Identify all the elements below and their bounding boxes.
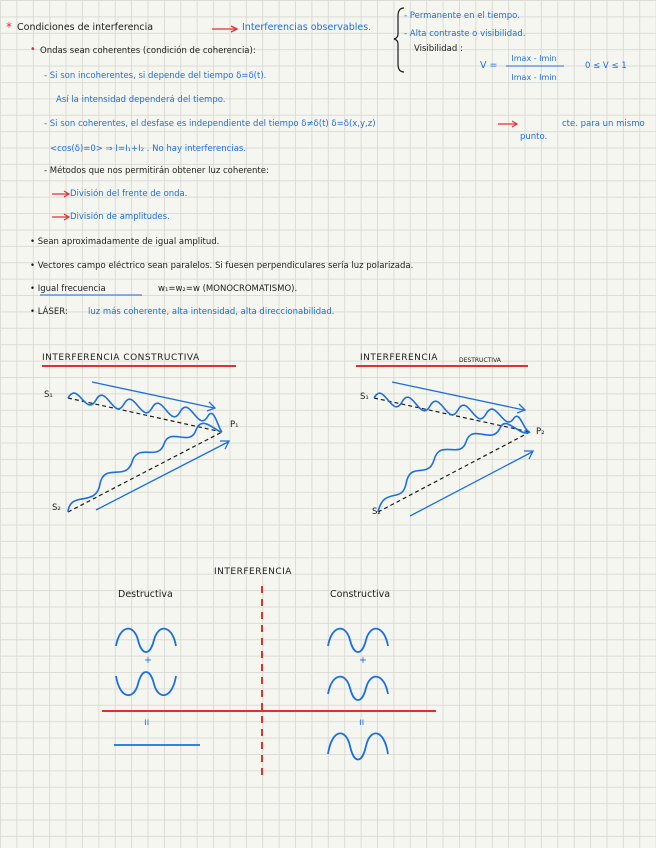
source-1-right: S₁ xyxy=(360,392,369,402)
note-methods: - Métodos que nos permitirán obtener luz coherente: xyxy=(44,166,269,176)
note-laser: • LÁSER: xyxy=(30,307,68,317)
note-coherent: - Si son coherentes, el desfase es independiente del tiempo δ≠δ(t) δ=δ(x,y,z) xyxy=(44,119,376,129)
note-wavefront: División del frente de onda. xyxy=(70,189,188,199)
wave-icon xyxy=(328,677,388,700)
wave-icon xyxy=(116,629,176,652)
source-2-right: S₂ xyxy=(372,507,381,517)
note-amplitude: • Sean aproximadamente de igual amplitud. xyxy=(30,237,220,247)
destructive-header: Destructiva xyxy=(118,589,173,600)
destructive-title: INTERFERENCIA xyxy=(360,353,438,363)
wave-icon xyxy=(116,672,176,695)
note-cos: <cos(δ)=0> ⇒ I=I₁+I₂ . No hay interferencias. xyxy=(50,144,247,154)
visibility-denominator: Imax - Imin xyxy=(511,73,557,82)
point-1: P₁ xyxy=(230,420,239,430)
arrow-icon xyxy=(498,121,517,127)
note-vectors: • Vectores campo eléctrico sean paralelos. Si fuesen perpendiculares sería luz polarizada. xyxy=(30,261,414,271)
curly-brace xyxy=(394,8,404,72)
note-incoherent: - Si son incoherentes, si depende del tiempo δ=δ(t). xyxy=(44,71,267,81)
note-frequency: • Igual frecuencia xyxy=(30,284,106,294)
source-2-left: S₂ xyxy=(52,503,61,513)
note-monochromatism: w₁=w₂=w (MONOCROMATISMO). xyxy=(158,284,298,294)
destructive-title-small: DESTRUCTIVA xyxy=(459,357,501,364)
condition-permanent: - Permanente en el tiempo. xyxy=(404,11,520,21)
note-amplitudes: División de amplitudes. xyxy=(70,212,170,222)
note-constant: cte. para un mismo xyxy=(562,119,645,129)
point-2: P₂ xyxy=(536,427,545,437)
constructive-title: INTERFERENCIA CONSTRUCTIVA xyxy=(42,353,200,363)
note-point: punto. xyxy=(520,132,548,142)
note-coherence: Ondas sean coherentes (condición de coherencia): xyxy=(40,46,256,56)
heading: Condiciones de interferencia xyxy=(17,22,154,33)
arrow-icon xyxy=(212,26,237,32)
visibility-symbol: V = xyxy=(480,60,498,71)
equals-left: ıı xyxy=(144,717,150,728)
note-intensity: Así la intensidad dependerá del tiempo. xyxy=(56,95,226,105)
heading-result: Interferencias observables. xyxy=(242,22,372,33)
arrow-icon xyxy=(52,214,69,220)
table-title: INTERFERENCIA xyxy=(214,567,292,577)
source-1-left: S₁ xyxy=(44,390,53,400)
visibility-range: 0 ≤ V ≤ 1 xyxy=(585,61,627,71)
note-laser-desc: luz más coherente, alta intensidad, alta direccionabilidad. xyxy=(88,307,335,317)
plus-right: + xyxy=(359,655,367,666)
condition-contrast: - Alta contraste o visibilidad. xyxy=(404,29,526,39)
equals-right: ıı xyxy=(359,717,365,728)
visibility-numerator: Imax - Imin xyxy=(511,54,557,63)
constructive-header: Constructiva xyxy=(330,589,391,600)
destructive-diagram xyxy=(374,382,533,516)
wave-icon xyxy=(328,629,388,652)
constructive-diagram xyxy=(68,382,229,512)
arrow-icon xyxy=(52,191,69,197)
wave-icon xyxy=(328,733,388,759)
star-bullet: * xyxy=(6,20,12,34)
visibility-label: Visibilidad : xyxy=(414,44,463,54)
plus-left: + xyxy=(144,655,152,666)
bullet-coherence: • xyxy=(30,44,36,55)
